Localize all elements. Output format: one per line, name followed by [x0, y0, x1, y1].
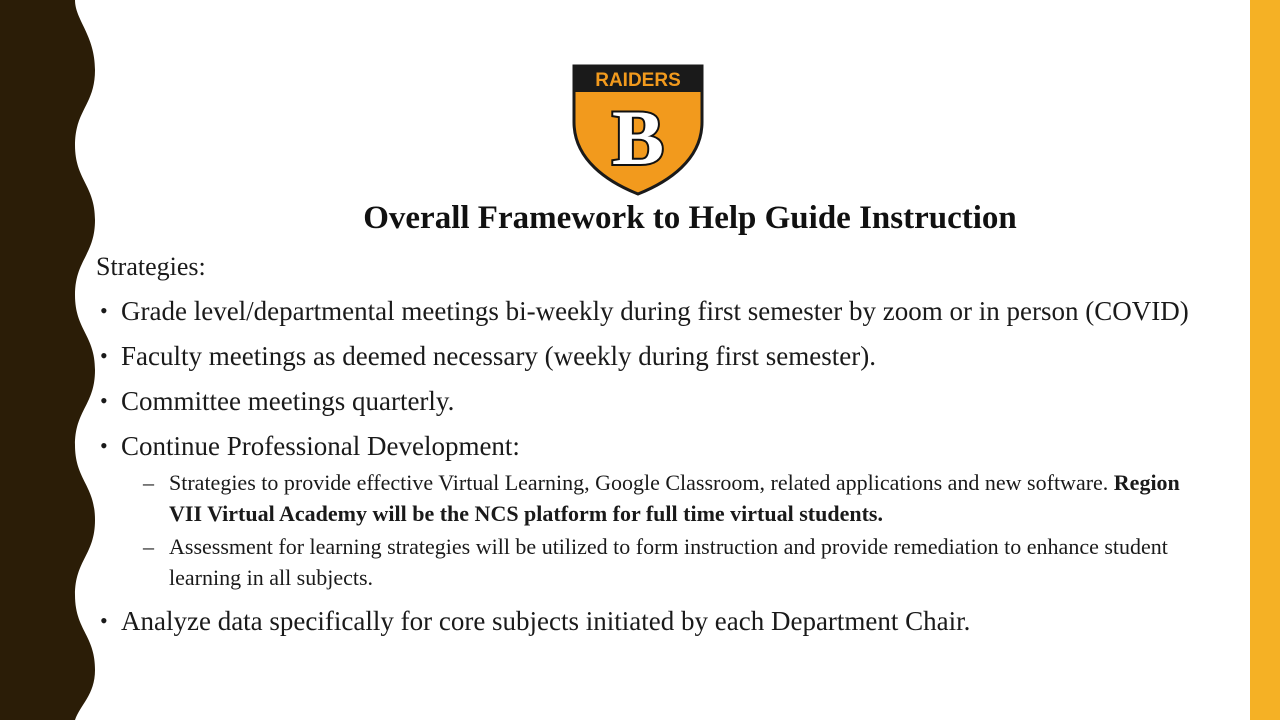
strategy-list — [96, 294, 1216, 638]
bullet-analyze-data: • Analyze data specifically for core subjects initiated by each Department Chair. — [96, 604, 1216, 638]
logo-letter: B — [611, 94, 665, 181]
sub-bullet-virtual-learning — [121, 467, 1216, 529]
bullet-committee-meetings: • Committee meetings quarterly. — [96, 384, 1216, 418]
bullet-grade-level-meetings: • Grade level/departmental meetings bi-weekly during first semester by zoom or in person (COVID) — [96, 294, 1216, 328]
sub-bullet-virtual-learning-text: Strategies to provide effective Virtual Learning, Google Classroom, related applications and new software. — [169, 470, 1114, 495]
slide-content — [96, 250, 1216, 649]
bullet-professional-development-label: Continue Professional Development: — [121, 431, 520, 461]
strategies-label: Strategies: — [96, 252, 206, 281]
right-gold-band — [1250, 0, 1280, 720]
slide-title: Overall Framework to Help Guide Instruction — [363, 200, 1017, 236]
sub-bullet-assessment: – Assessment for learning strategies will be utilized to form instruction and provide remediation to enhance student learning in all subjects. — [121, 531, 1216, 593]
left-wavy-band — [0, 0, 100, 720]
professional-development-sublist — [121, 467, 1216, 593]
bullet-professional-development — [96, 429, 1216, 593]
logo-banner-text: RAIDERS — [595, 70, 681, 91]
raiders-logo — [568, 60, 708, 200]
sub-bullet-virtual-academy-bold: Region VII Virtual Academy will be the NCS platform for full time virtual students. — [169, 470, 1180, 526]
bullet-faculty-meetings: • Faculty meetings as deemed necessary (weekly during first semester). — [96, 339, 1216, 373]
